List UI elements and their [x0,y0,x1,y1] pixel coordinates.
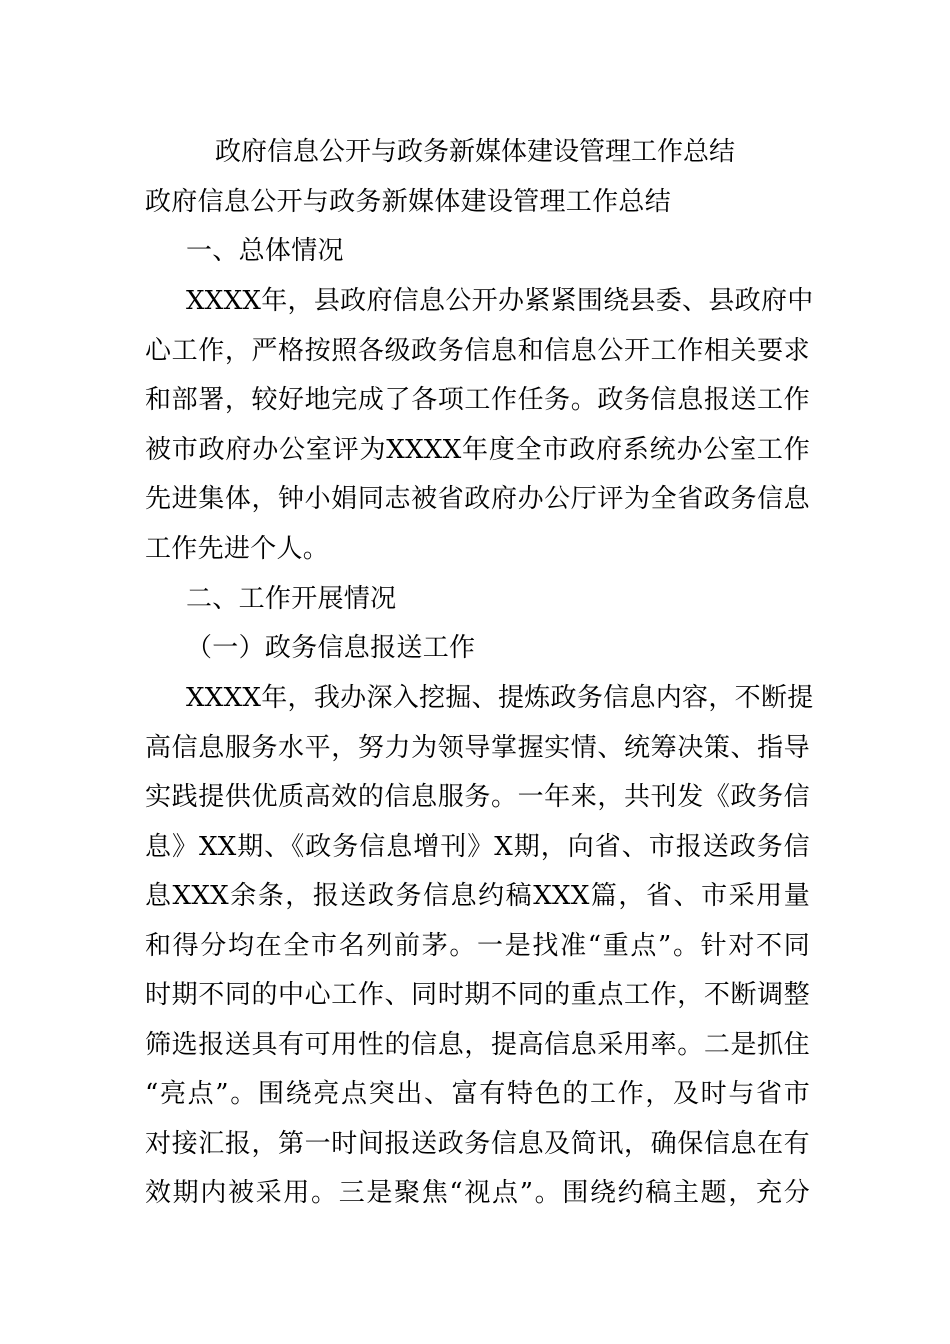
paragraph-line: XXXX年，我办深入挖掘、提炼政务信息内容，不断提 [186,683,814,713]
paragraph-line: 效期内被采用。三是聚焦“视点”。围绕约稿主题，充分 [145,1178,810,1208]
paragraph-line: 被市政府办公室评为XXXX年度全市政府系统办公室工作 [145,435,810,465]
paragraph-line: 和得分均在全市名列前茅。一是找准“重点”。针对不同 [145,931,810,961]
document-subtitle: 政府信息公开与政务新媒体建设管理工作总结 [145,187,672,217]
paragraph-line: 工作先进个人。 [145,534,330,564]
paragraph-line: 高信息服务水平，努力为领导掌握实情、统筹决策、指导 [145,733,810,763]
document-title: 政府信息公开与政务新媒体建设管理工作总结 [214,137,735,167]
section-heading-work: 二、工作开展情况 [186,584,397,614]
paragraph-line: 息XXX余条，报送政务信息约稿XXX篇，省、市采用量 [145,881,810,911]
subsection-heading-info-submission: （一）政务信息报送工作 [186,633,476,663]
paragraph-line: 心工作，严格按照各级政务信息和信息公开工作相关要求 [145,336,810,366]
paragraph-line: 实践提供优质高效的信息服务。一年来，共刊发《政务信 [145,782,810,812]
section-heading-overview: 一、总体情况 [186,236,344,266]
paragraph-line: 筛选报送具有可用性的信息，提高信息采用率。二是抓住 [145,1030,810,1060]
paragraph-line: 先进集体，钟小娟同志被省政府办公厅评为全省政务信息 [145,484,810,514]
paragraph-line: 对接汇报，第一时间报送政务信息及简讯，确保信息在有 [145,1129,810,1159]
paragraph-line: 和部署，较好地完成了各项工作任务。政务信息报送工作 [145,385,810,415]
paragraph-line: XXXX年，县政府信息公开办紧紧围绕县委、县政府中 [186,286,814,316]
paragraph-line: 息》XX期、《政务信息增刊》X期，向省、市报送政务信 [145,832,810,862]
paragraph-line: “亮点”。围绕亮点突出、富有特色的工作，及时与省市 [145,1079,810,1109]
paragraph-line: 时期不同的中心工作、同时期不同的重点工作，不断调整 [145,980,810,1010]
